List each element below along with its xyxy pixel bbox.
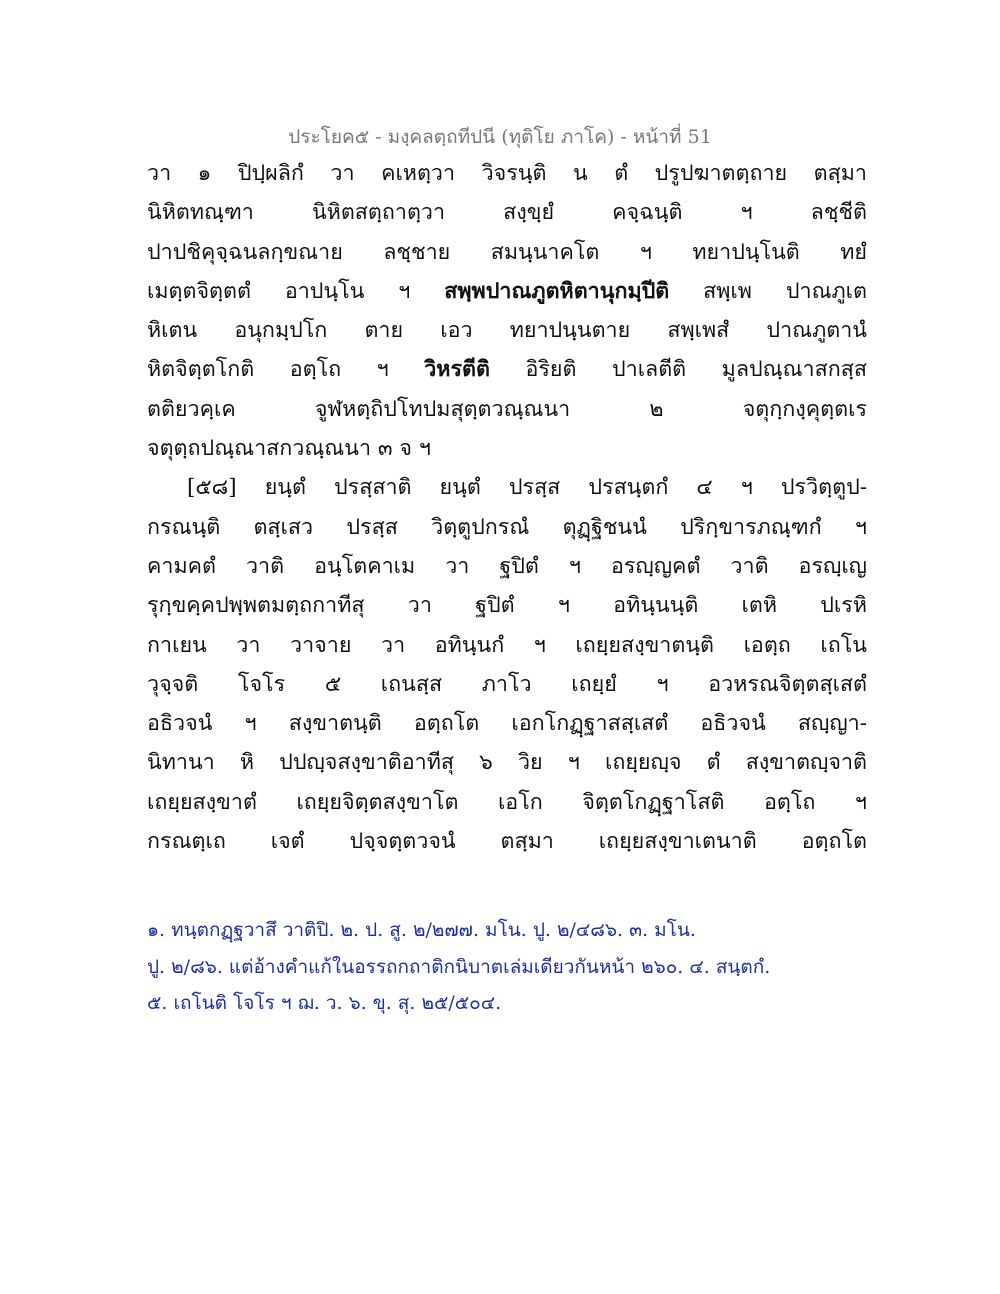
text-line: เถยฺยสงฺขาตํ เถยฺยจิตฺตสงฺขาโต เอโก จิตฺตโกฏฺฐาโสติ อตฺโถ ฯ	[147, 789, 867, 815]
text-segment: อิริยติ ปาเลตีติ มูลปณฺณาสกสฺส	[489, 357, 867, 383]
text-segment: สพฺเพ ปาณภูเต	[669, 278, 867, 304]
text-line: กาเยน วา วาจาย วา อทินฺนกํ ฯ เถยฺยสงฺขาตนฺติ เอตฺถ เถโน	[147, 632, 867, 658]
text-line: จตุตฺถปณฺณาสกวณฺณนา ๓ จ ฯ	[147, 436, 431, 462]
bold-term: วิหรตีติ	[424, 357, 490, 383]
paragraph-start-line: [๕๘] ยนฺตํ ปรสฺสาติ ยนฺตํ ปรสฺส ปรสนฺตกํ ๔ ฯ ปรวิตฺตูป-	[187, 475, 867, 501]
text-line: กรณตฺเถ เจตํ ปจฺจตฺตวจนํ ตสฺมา เถยฺยสงฺขาเตนาติ อตฺถโต	[147, 829, 867, 855]
body-text	[147, 154, 867, 861]
text-line: กรณนฺติ ตสฺเสว ปรสฺส วิตฺตูปกรณํ ตุฏฺฐิชนนํ ปริกฺขารภณฺฑกํ ฯ	[147, 514, 867, 540]
text-line: อธิวจนํ ฯ สงฺขาตนฺติ อตฺถโต เอกโกฏฺฐาสสฺเสตํ อธิวจนํ สญฺญา-	[147, 711, 867, 737]
text-line: วุจฺจติ โจโร ๕ เถนสฺส ภาโว เถยฺยํ ฯ อวหรณจิตฺตสฺเสตํ	[147, 671, 867, 697]
text-line: นิทานา หิ ปปญฺจสงฺขาติอาทีสุ ๖ วิย ฯ เถยฺยญฺจ ตํ สงฺขาตญฺจาติ	[147, 750, 867, 776]
text-line: คามคตํ วาติ อนฺโตคาเม วา ฐปิตํ ฯ อรญฺญคตํ วาติ อรญฺเญ	[147, 553, 867, 579]
text-line	[147, 350, 867, 389]
text-line: ตติยวคฺเค จูฬหตฺถิปโทปมสุตฺตวณฺณนา ๒ จตุกฺกงฺคุตฺตเร	[147, 396, 867, 422]
text-line	[147, 272, 867, 311]
footnote-line: ปู. ๒/๘๖. แต่อ้างคำแก้ในอรรถกถาติกนิบาตเล่มเดียวกันหน้า ๒๖๐. ๔. สนฺตกํ.	[147, 955, 771, 978]
text-segment: หิตจิตฺตโกติ อตฺโถ ฯ	[147, 357, 425, 383]
text-segment: เมตฺตจิตฺตตํ อาปนฺโน ฯ	[147, 278, 445, 304]
text-line: หิเตน อนุกมฺปโก ตาย เอว ทยาปนฺนตาย สพฺเพสํ ปาณภูตานํ	[147, 318, 867, 344]
footnotes	[147, 912, 867, 1022]
text-line: วา ๑ ปิปฺผลิกํ วา คเหตฺวา วิจรนฺติ น ตํ ปรูปฆาตตฺถาย ตสฺมา	[147, 161, 867, 186]
footnote-line: ๕. เถโนติ โจโร ฯ ฌ. ว. ๖. ขุ. สุ. ๒๕/๕๐๔.	[147, 992, 502, 1014]
text-line: รุกฺขคฺคปพฺพตมตฺถกาทีสุ วา ฐปิตํ ฯ อทินฺนนฺติ เตหิ ปเรหิ	[147, 593, 867, 619]
text-line: ปาปชิคุจฺฉนลกฺขณาย ลชฺชาย สมนฺนาคโต ฯ ทยาปนฺโนติ ทยํ	[147, 239, 867, 265]
footnote-line: ๑. ทนฺตกฏฺฐวาสึ วาติปิ. ๒. ป. สู. ๒/๒๗๗. มโน. ปู. ๒/๔๘๖. ๓. มโน.	[147, 919, 696, 941]
bold-term: สพฺพปาณภูตหิตานุกมฺปีติ	[444, 278, 670, 304]
page-header: ประโยค๕ - มงฺคลตฺถทีปนี (ทุติโย ภาโค) - หน้าที่ 51	[288, 126, 712, 148]
text-line: นิหิตทณฺฑา นิหิตสตฺถาตฺวา สงฺขฺยํ คจฺฉนฺติ ฯ ลชฺชีติ	[147, 200, 867, 226]
